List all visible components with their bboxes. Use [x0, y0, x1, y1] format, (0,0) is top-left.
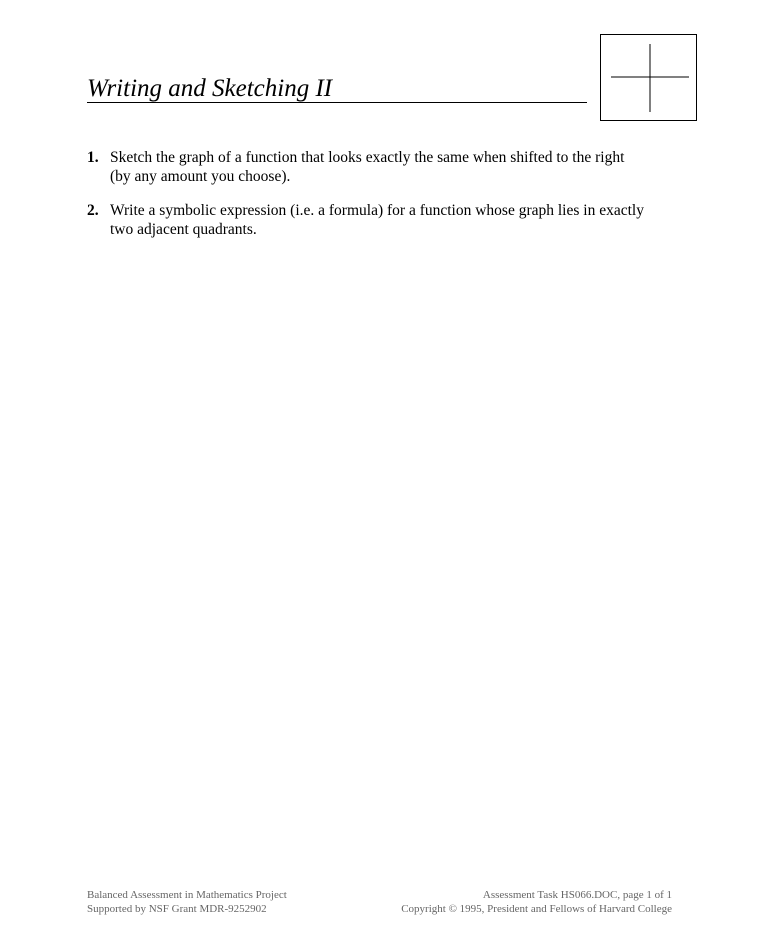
footer-grant: Supported by NSF Grant MDR-9252902: [87, 903, 267, 915]
logo-box: [600, 34, 697, 121]
footer-task-id: Assessment Task HS066.DOC, page 1 of 1: [482, 889, 672, 901]
question-text-line: (by any amount you choose).: [110, 168, 291, 185]
question-text-line: two adjacent quadrants.: [110, 221, 257, 238]
footer-task-info: [401, 888, 672, 916]
question-text-line: Write a symbolic expression (i.e. a formula) for a function whose graph lies in exactly: [110, 202, 644, 219]
footer-copyright: Copyright © 1995, President and Fellows of Harvard College: [401, 903, 672, 915]
question-number: 2.: [87, 202, 99, 219]
question-text: [110, 148, 624, 186]
question-text-line: Sketch the graph of a function that looks exactly the same when shifted to the right: [110, 149, 625, 166]
footer-project-info: [87, 888, 287, 916]
page-title: Writing and Sketching II: [87, 75, 333, 102]
question-text: [110, 201, 644, 239]
footer-project-name: Balanced Assessment in Mathematics Project: [87, 889, 287, 901]
crosshair-axes-icon: [601, 35, 696, 120]
title-underline: [87, 102, 587, 103]
question-number: 1.: [87, 149, 99, 166]
